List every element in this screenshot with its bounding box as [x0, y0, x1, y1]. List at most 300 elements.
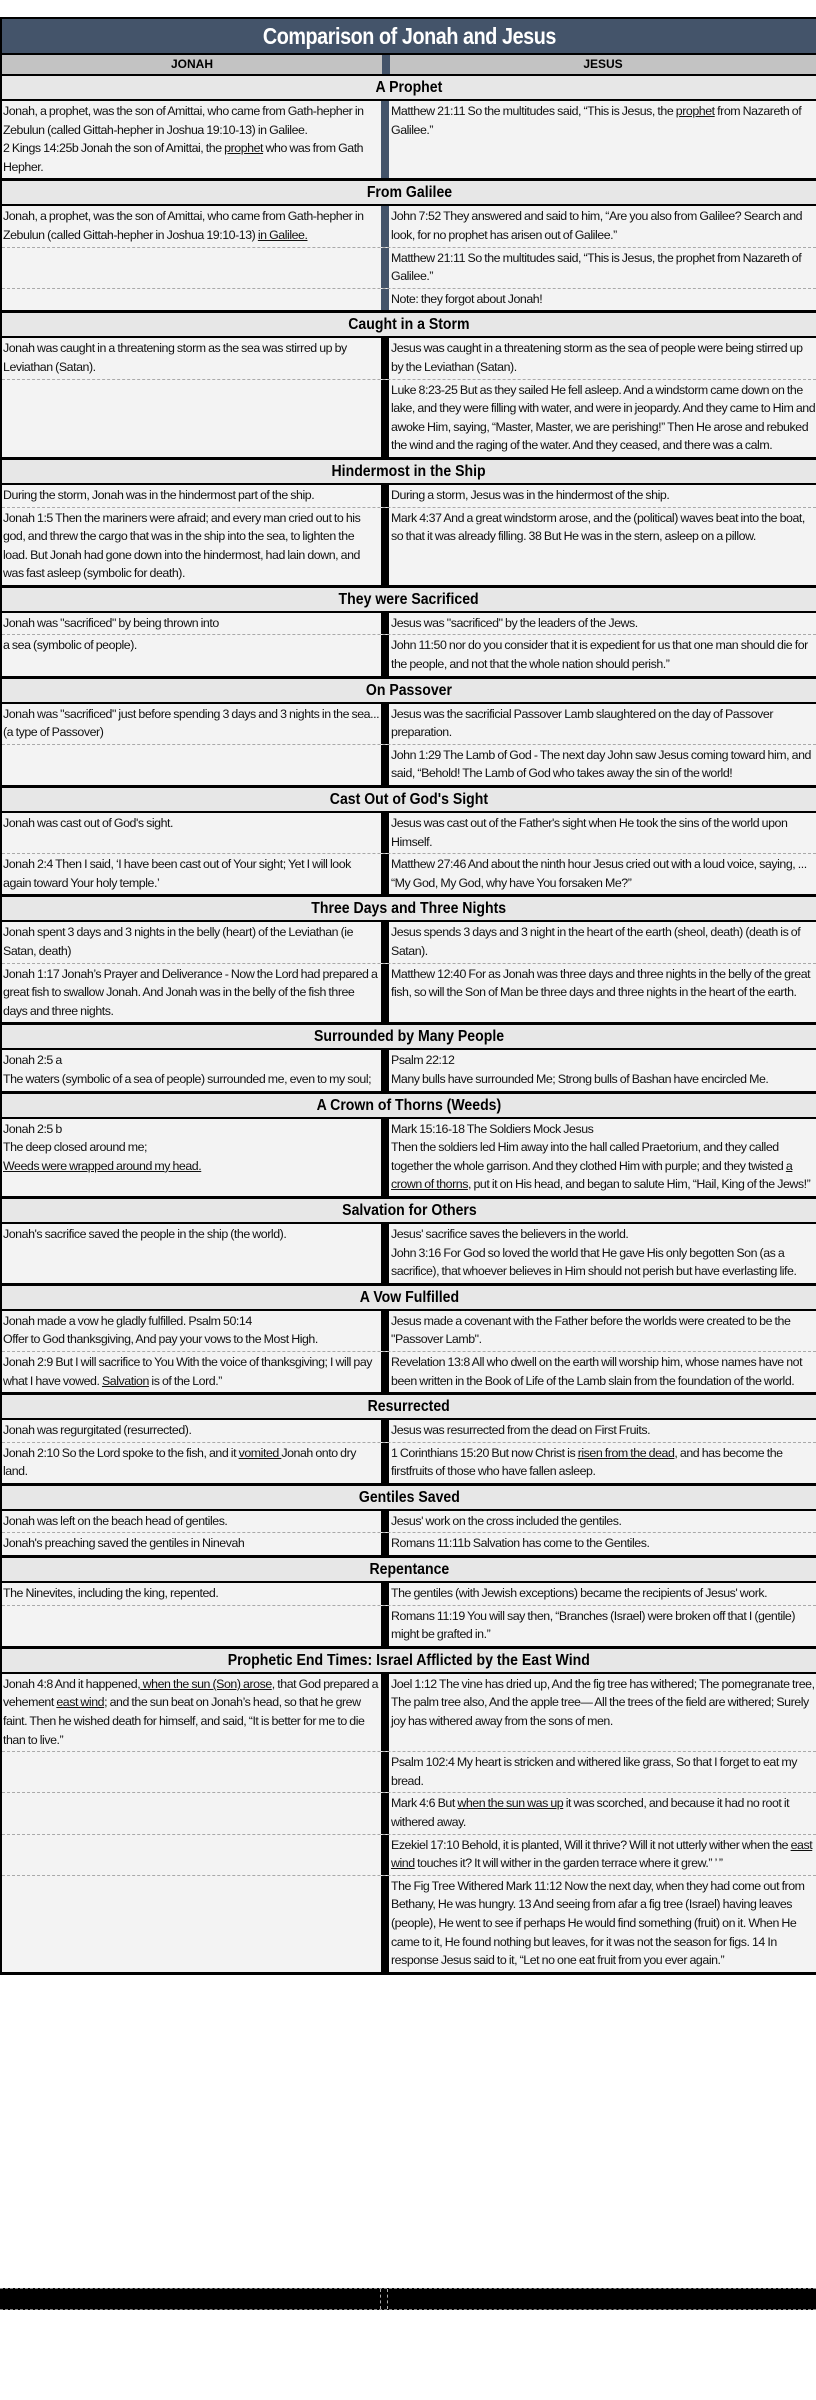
jonah-paragraph — [3, 614, 381, 633]
text-run: Jesus was "sacrificed" by the leaders of the Jews. — [391, 615, 638, 630]
text-run: Jonah 2:4 Then I said, ‘I have been cast out of Your sight; Yet I will look again toward Your holy temple.’ — [3, 857, 351, 890]
section-heading — [2, 897, 816, 922]
comparison-row — [2, 1834, 816, 1875]
underlined-text: in Galilee. — [257, 227, 308, 242]
comparison-row — [2, 813, 816, 853]
comparison-row — [2, 247, 816, 288]
comparison-row — [2, 379, 816, 457]
jonah-cell — [2, 1119, 381, 1196]
column-divider — [381, 1876, 389, 1972]
jonah-paragraph — [3, 1070, 381, 1089]
jonah-cell — [2, 1533, 381, 1555]
text-run: Jesus made a covenant with the Father before the worlds were created to be the "Passover Lamb". — [391, 1313, 791, 1347]
section-heading — [2, 76, 816, 101]
jesus-cell — [389, 922, 816, 962]
comparison-row — [2, 1119, 816, 1196]
jesus-paragraph — [391, 814, 816, 851]
text-run: Jonah spent 3 days and 3 nights in the belly (heart) of the Leviathan (ie Satan, death) — [3, 925, 354, 958]
underlined-text: Weeds were wrapped around my head. — [3, 1158, 202, 1173]
jesus-cell — [389, 206, 816, 246]
underlined-text: when the sun (Son) arose — [140, 1676, 272, 1691]
section-heading — [2, 679, 816, 704]
jesus-paragraph — [391, 249, 816, 286]
section-a-vow-fulfilled — [2, 1286, 816, 1395]
column-divider — [381, 922, 389, 962]
jonah-cell — [2, 813, 381, 853]
jonah-cell — [2, 1311, 381, 1351]
text-run: who was from Gath Hepher. — [3, 141, 364, 174]
jesus-cell — [389, 1606, 816, 1646]
comparison-row — [2, 1605, 816, 1646]
document-title — [2, 19, 816, 55]
text-run: The Ninevites, including the king, repented. — [3, 1586, 219, 1601]
jonah-paragraph — [3, 705, 381, 742]
underlined-text: east wind — [391, 1837, 813, 1871]
jesus-paragraph — [391, 1877, 816, 1970]
jesus-paragraph — [391, 1138, 816, 1194]
jesus-cell — [389, 964, 816, 1023]
jesus-paragraph — [391, 1120, 816, 1139]
jonah-paragraph — [3, 636, 381, 655]
jonah-paragraph — [3, 1312, 381, 1331]
underlined-text: risen from the dead — [577, 1445, 675, 1460]
section-heading-text: From Galilee — [366, 184, 452, 202]
text-run: 2 Kings 14:25b Jonah the son of Amittai, the — [3, 141, 225, 156]
comparison-row — [2, 1420, 816, 1442]
section-a-prophet — [2, 76, 816, 181]
jonah-cell — [2, 1793, 381, 1833]
jesus-paragraph — [391, 1051, 816, 1070]
jonah-cell — [2, 1752, 381, 1792]
text-run: Then the soldiers led Him away into the hall called Praetorium, and they called together the whole garrison. And they clothed Him with purple; and they twisted — [391, 1140, 786, 1173]
text-run: Jesus' sacrifice saves the believers in the world. — [391, 1226, 629, 1241]
table-footer-bar — [0, 2288, 816, 2310]
jonah-cell — [2, 922, 381, 962]
section-on-passover — [2, 679, 816, 788]
text-run: Jesus was cast out of the Father's sight when He took the sins of the world upon Himself. — [391, 816, 788, 849]
jesus-cell — [389, 854, 816, 894]
jonah-cell — [2, 854, 381, 894]
underlined-text: east wind — [56, 1695, 105, 1710]
jonah-cell — [2, 289, 381, 311]
section-heading-text: Prophetic End Times: Israel Afflicted by the East Wind — [227, 1651, 591, 1669]
section-heading — [2, 1486, 816, 1511]
column-divider — [381, 1119, 389, 1196]
jesus-cell — [389, 289, 816, 311]
jesus-paragraph — [391, 923, 816, 960]
jonah-paragraph — [3, 1353, 381, 1390]
jonah-cell — [2, 508, 381, 585]
column-divider — [381, 1835, 389, 1875]
jesus-paragraph — [391, 1753, 816, 1790]
jonah-paragraph — [3, 1225, 381, 1244]
section-heading-text: Resurrected — [367, 1398, 451, 1416]
column-header-jesus: JESUS — [583, 57, 623, 71]
text-run: Matthew 12:40 For as Jonah was three days and three nights in the belly of the great fish, so will the Son of Man be three days and three nights in the heart of the earth. — [391, 966, 811, 1000]
jonah-paragraph — [3, 139, 381, 176]
section-prophetic-end-times-israel-afflicted-by-the-east-wind — [2, 1649, 816, 1975]
text-run: John 11:50 nor do you consider that it is expedient for us that one man should die for the people, and not that the whole nation should perish.” — [391, 638, 808, 672]
text-run: Jonah was cast out of God's sight. — [3, 816, 174, 831]
jonah-paragraph — [3, 1330, 381, 1349]
jonah-cell — [2, 1420, 381, 1442]
text-run: Jonah 2:5 b — [3, 1121, 62, 1136]
jesus-paragraph — [391, 705, 816, 742]
text-run: Romans 11:19 You will say then, “Branches (Israel) were broken off that I (gentile) might be grafted in.” — [391, 1608, 796, 1642]
text-run: The deep closed around me; — [3, 1140, 148, 1155]
comparison-row — [2, 1875, 816, 1972]
jonah-paragraph — [3, 855, 381, 892]
section-heading — [2, 1395, 816, 1420]
jonah-paragraph — [3, 339, 381, 376]
jesus-paragraph — [391, 207, 816, 244]
jonah-cell — [2, 101, 381, 178]
column-divider — [381, 854, 389, 894]
text-run: Jonah 2:9 But I will sacrifice to You With the voice of thanksgiving; I will pay what I have vowed. — [3, 1354, 373, 1388]
section-heading — [2, 1286, 816, 1311]
jesus-cell — [389, 1835, 816, 1875]
section-resurrected — [2, 1395, 816, 1486]
text-run: Ezekiel 17:10 Behold, it is planted, Will it thrive? Will it not utterly wither when the — [391, 1837, 791, 1852]
section-heading — [2, 181, 816, 206]
jesus-paragraph — [391, 1312, 816, 1349]
column-divider — [381, 206, 389, 246]
jesus-cell — [389, 1583, 816, 1605]
section-heading — [2, 588, 816, 613]
column-divider — [381, 101, 389, 178]
column-headers — [2, 55, 816, 76]
section-heading-text: Surrounded by Many People — [313, 1028, 505, 1046]
jesus-cell — [389, 1119, 816, 1196]
column-divider — [381, 1311, 389, 1351]
text-run: , that God prepared a vehement — [3, 1676, 379, 1710]
text-run: Jonah onto dry land. — [3, 1445, 357, 1479]
column-divider — [381, 1443, 389, 1483]
text-run: Offer to God thanksgiving, And pay your vows to the Most High. — [3, 1332, 318, 1347]
jesus-paragraph — [391, 509, 816, 546]
text-run: Mark 15:16-18 The Soldiers Mock Jesus — [391, 1121, 594, 1136]
section-heading — [2, 313, 816, 338]
text-run: Jonah's sacrifice saved the people in the ship (the world). — [3, 1226, 287, 1241]
column-divider — [381, 1583, 389, 1605]
jesus-cell — [389, 1793, 816, 1833]
section-heading-text: On Passover — [365, 681, 453, 699]
underlined-text: Salvation — [101, 1373, 149, 1388]
text-run: Luke 8:23-25 But as they sailed He fell asleep. And a windstorm came down on the lake, and they were filling with water, and were in jeopardy. And they came to Him and awoke Him, saying, “Master, Master, we are perishing!” Then He arose and rebuked the wind and the raging of the water. And they ceased, and there was a calm. — [391, 382, 816, 453]
text-run: John 3:16 For God so loved the world that He gave His only begotten Son (as a sacrifice), that whoever believes in Him should not perish but have everlasting life. — [391, 1245, 797, 1279]
jonah-cell — [2, 248, 381, 288]
jesus-paragraph — [391, 1534, 816, 1553]
jonah-paragraph — [3, 1675, 381, 1749]
text-run: The Fig Tree Withered Mark 11:12 Now the next day, when they had come out from Bethany, He was hungry. 13 And seeing from afar a fig tree (Israel) having leaves (people), He went to see if perhaps He would find something (fruit) on it. When He came to it, He found nothing but leaves, for it was not the season for figs. 14 In response Jesus said to it, “Let no one eat fruit from you ever again.” — [391, 1878, 805, 1968]
text-run: Jesus was resurrected from the dead on First Fruits. — [391, 1423, 651, 1438]
text-run: Jonah 2:10 So the Lord spoke to the fish, and it — [3, 1445, 239, 1460]
comparison-row — [2, 101, 816, 178]
jesus-paragraph — [391, 290, 816, 309]
jonah-paragraph — [3, 814, 381, 833]
comparison-row — [2, 288, 816, 311]
jonah-cell — [2, 1835, 381, 1875]
text-run: from Nazareth of Galilee.” — [391, 104, 802, 137]
text-run: , and has become the firstfruits of those who have fallen asleep. — [391, 1445, 783, 1479]
underlined-text: vomited — [238, 1445, 282, 1460]
section-salvation-for-others — [2, 1199, 816, 1286]
jonah-paragraph — [3, 1534, 381, 1553]
jonah-paragraph — [3, 1584, 381, 1603]
jonah-cell — [2, 1352, 381, 1392]
footer-divider-gap — [380, 2289, 388, 2309]
text-run: Psalm 22:12 — [391, 1053, 455, 1068]
comparison-row — [2, 1511, 816, 1533]
jesus-cell — [389, 485, 816, 507]
text-run: The gentiles (with Jewish exceptions) became the recipients of Jesus' work. — [391, 1586, 768, 1601]
column-divider — [381, 289, 389, 311]
jonah-paragraph — [3, 486, 381, 505]
column-divider — [381, 1606, 389, 1646]
jonah-paragraph — [3, 102, 381, 139]
jesus-cell — [389, 248, 816, 288]
jonah-cell — [2, 485, 381, 507]
jesus-cell — [389, 1443, 816, 1483]
jesus-paragraph — [391, 102, 816, 139]
column-header-jonah: JONAH — [170, 57, 213, 71]
text-run: it was scorched, and because it had no root it withered away. — [391, 1796, 790, 1829]
column-divider — [381, 1352, 389, 1392]
comparison-table — [0, 17, 816, 1975]
column-divider — [381, 1533, 389, 1555]
column-divider — [381, 813, 389, 853]
section-surrounded-by-many-people — [2, 1025, 816, 1093]
jesus-paragraph — [391, 1675, 816, 1731]
section-three-days-and-three-nights — [2, 897, 816, 1025]
text-run: Psalm 102:4 My heart is stricken and withered like grass, So that I forget to eat my bread. — [391, 1755, 797, 1788]
text-run: Romans 11:11b Salvation has come to the Gentiles. — [391, 1536, 650, 1551]
jonah-cell — [2, 1674, 381, 1751]
comparison-row — [2, 922, 816, 962]
column-divider — [381, 1752, 389, 1792]
section-heading-text: Hindermost in the Ship — [331, 462, 487, 480]
jonah-cell — [2, 613, 381, 635]
jonah-paragraph — [3, 1138, 381, 1157]
comparison-row — [2, 1792, 816, 1833]
jesus-cell — [389, 1050, 816, 1090]
jonah-cell — [2, 1050, 381, 1090]
jesus-paragraph — [391, 1444, 816, 1481]
text-run: Jonah made a vow he gladly fulfilled. Psalm 50:14 — [3, 1313, 252, 1328]
jesus-cell — [389, 745, 816, 785]
text-run: Jesus' work on the cross included the gentiles. — [391, 1513, 622, 1528]
text-run: Jonah, a prophet, was the son of Amittai, who came from Gath-hepher in Zebulun (called Gittah-hepher in Joshua 19:10-13) in Galilee. — [3, 104, 364, 137]
column-divider — [381, 635, 389, 675]
jesus-paragraph — [391, 965, 816, 1002]
jonah-paragraph — [3, 1120, 381, 1139]
jesus-paragraph — [391, 614, 816, 633]
text-run: John 7:52 They answered and said to him, “Are you also from Galilee? Search and look, for no prophet has arisen out of Galilee.” — [391, 209, 803, 242]
jesus-cell — [389, 1533, 816, 1555]
text-run: During the storm, Jonah was in the hindermost part of the ship. — [3, 487, 315, 502]
text-run: Jonah's preaching saved the gentiles in Ninevah — [3, 1536, 245, 1551]
jonah-cell — [2, 1606, 381, 1646]
column-divider — [381, 704, 389, 744]
column-divider — [382, 55, 390, 74]
jesus-cell — [389, 1311, 816, 1351]
section-heading — [2, 1094, 816, 1119]
comparison-row — [2, 338, 816, 378]
section-heading-text: Caught in a Storm — [348, 316, 470, 334]
text-run: Jesus spends 3 days and 3 night in the heart of the earth (sheol, death) (death is of Satan). — [391, 925, 801, 958]
jesus-paragraph — [391, 1070, 816, 1089]
text-run: Revelation 13:8 All who dwell on the earth will worship him, whose names have not been written in the Book of Life of the Lamb slain from the foundation of the world. — [391, 1354, 803, 1388]
jonah-paragraph — [3, 207, 381, 244]
section-a-crown-of-thorns-weeds — [2, 1094, 816, 1199]
text-run: touches it? It will wither in the garden terrace where it grew.” ’ ” — [414, 1856, 723, 1871]
text-run: Jonah was "sacrificed" by being thrown into — [3, 615, 219, 630]
text-run: Many bulls have surrounded Me; Strong bulls of Bashan have encircled Me. — [391, 1071, 769, 1086]
column-divider — [381, 745, 389, 785]
comparison-row — [2, 634, 816, 675]
section-heading — [2, 1199, 816, 1224]
jesus-cell — [389, 101, 816, 178]
column-divider — [381, 613, 389, 635]
jesus-cell — [389, 1752, 816, 1792]
section-repentance — [2, 1558, 816, 1649]
jesus-cell — [389, 1224, 816, 1283]
text-run: Matthew 21:11 So the multitudes said, “This is Jesus, the — [391, 104, 676, 118]
comparison-row — [2, 613, 816, 635]
jesus-cell — [389, 1674, 816, 1751]
jesus-cell — [389, 338, 816, 378]
jonah-paragraph — [3, 923, 381, 960]
section-they-were-sacrificed — [2, 588, 816, 679]
text-run: Mark 4:37 And a great windstorm arose, and the (political) waves beat into the boat, so that it was already filling. 38 But He was in the stern, asleep on a pillow. — [391, 510, 805, 544]
jesus-paragraph — [391, 636, 816, 673]
jonah-cell — [2, 635, 381, 675]
column-divider — [381, 1224, 389, 1283]
jonah-cell — [2, 1876, 381, 1972]
jesus-paragraph — [391, 1353, 816, 1390]
section-heading — [2, 1558, 816, 1583]
jonah-cell — [2, 380, 381, 457]
underlined-text: when the sun was up — [457, 1796, 564, 1811]
section-heading — [2, 788, 816, 813]
comparison-row — [2, 485, 816, 507]
section-heading-text: Three Days and Three Nights — [311, 900, 507, 918]
text-run: Jonah 1:17 Jonah’s Prayer and Deliverance - Now the Lord had prepared a great fish to swallow Jonah. And Jonah was in the belly of the fish three days and three nights. — [3, 966, 378, 1018]
jonah-paragraph — [3, 1051, 381, 1070]
comparison-row — [2, 704, 816, 744]
jesus-cell — [389, 1511, 816, 1533]
comparison-row — [2, 1050, 816, 1090]
section-caught-in-a-storm — [2, 313, 816, 460]
text-run: ; and the sun beat on Jonah’s head, so that he grew faint. Then he wished death for himself, and said, “It is better for me to die than to live.” — [3, 1695, 365, 1747]
comparison-row — [2, 507, 816, 585]
jonah-cell — [2, 1511, 381, 1533]
jesus-cell — [389, 380, 816, 457]
jonah-cell — [2, 745, 381, 785]
text-run: Jonah, a prophet, was the son of Amittai, who came from Gath-hepher in Zebulun (called Gittah-hepher in Joshua 19:10-13) — [3, 209, 364, 242]
section-heading-text: Salvation for Others — [341, 1201, 477, 1219]
jonah-paragraph — [3, 1157, 381, 1176]
text-run: Jonah 2:5 a — [3, 1053, 62, 1068]
comparison-row — [2, 1351, 816, 1392]
section-hindermost-in-the-ship — [2, 460, 816, 588]
jesus-paragraph — [391, 855, 816, 892]
jesus-paragraph — [391, 746, 816, 783]
column-divider — [381, 380, 389, 457]
comparison-row — [2, 206, 816, 246]
text-run: Jonah 1:5 Then the mariners were afraid; and every man cried out to his god, and threw the cargo that was in the ship into the sea, to lighten the load. But Jonah had gone down into the hindermost, had lain down, and was fast asleep (symbolic for death). — [3, 510, 361, 581]
section-heading-text: Gentiles Saved — [358, 1488, 460, 1506]
jesus-paragraph — [391, 1607, 816, 1644]
jonah-cell — [2, 964, 381, 1023]
document-title-text: Comparison of Jonah and Jesus — [262, 23, 556, 49]
jonah-paragraph — [3, 1512, 381, 1531]
text-run: a sea (symbolic of people). — [3, 638, 137, 653]
section-gentiles-saved — [2, 1486, 816, 1558]
jonah-cell — [2, 206, 381, 246]
jonah-paragraph — [3, 1421, 381, 1440]
comparison-row — [2, 1583, 816, 1605]
column-divider — [381, 248, 389, 288]
comparison-row — [2, 1442, 816, 1483]
jonah-cell — [2, 338, 381, 378]
jesus-cell — [389, 635, 816, 675]
jesus-paragraph — [391, 1836, 816, 1873]
column-divider — [381, 1050, 389, 1090]
section-heading — [2, 1649, 816, 1674]
jonah-cell — [2, 704, 381, 744]
text-run: Matthew 27:46 And about the ninth hour Jesus cried out with a loud voice, saying, ... “My God, My God, why have You forsaken Me?” — [391, 857, 807, 890]
text-run: Mark 4:6 But — [391, 1796, 458, 1811]
text-run: During a storm, Jesus was in the hindermost of the ship. — [391, 487, 670, 502]
jonah-cell — [2, 1443, 381, 1483]
column-divider — [381, 1511, 389, 1533]
section-heading-text: A Crown of Thorns (Weeds) — [316, 1096, 502, 1114]
comparison-row — [2, 963, 816, 1023]
section-heading-text: A Prophet — [375, 79, 443, 96]
jesus-paragraph — [391, 1244, 816, 1281]
comparison-row — [2, 1674, 816, 1751]
text-run: Jonah 4:8 And it happened, — [3, 1676, 141, 1691]
section-heading — [2, 460, 816, 485]
comparison-row — [2, 1751, 816, 1792]
text-run: , put it on His head, and began to salute Him, “Hail, King of the Jews!” — [467, 1177, 811, 1192]
column-divider — [381, 485, 389, 507]
jesus-paragraph — [391, 1421, 816, 1440]
text-run: Jonah was left on the beach head of gentiles. — [3, 1513, 228, 1528]
text-run: Jesus was caught in a threatening storm as the sea of people were being stirred up by the Leviathan (Satan). — [391, 341, 803, 374]
section-heading-text: They were Sacrificed — [338, 590, 480, 608]
column-divider — [381, 964, 389, 1023]
jesus-cell — [389, 1876, 816, 1972]
section-from-galilee — [2, 181, 816, 313]
section-cast-out-of-god-s-sight — [2, 788, 816, 897]
column-divider — [381, 508, 389, 585]
comparison-row — [2, 744, 816, 785]
jesus-cell — [389, 704, 816, 744]
jesus-cell — [389, 1352, 816, 1392]
jesus-paragraph — [391, 381, 816, 455]
text-run: Jonah was regurgitated (resurrected). — [3, 1423, 192, 1438]
comparison-row — [2, 853, 816, 894]
jonah-paragraph — [3, 965, 381, 1021]
column-divider — [381, 1674, 389, 1751]
jesus-paragraph — [391, 1584, 816, 1603]
jonah-paragraph — [3, 1444, 381, 1481]
section-heading — [2, 1025, 816, 1050]
jesus-cell — [389, 1420, 816, 1442]
underlined-text: a crown of thorns — [391, 1158, 793, 1192]
